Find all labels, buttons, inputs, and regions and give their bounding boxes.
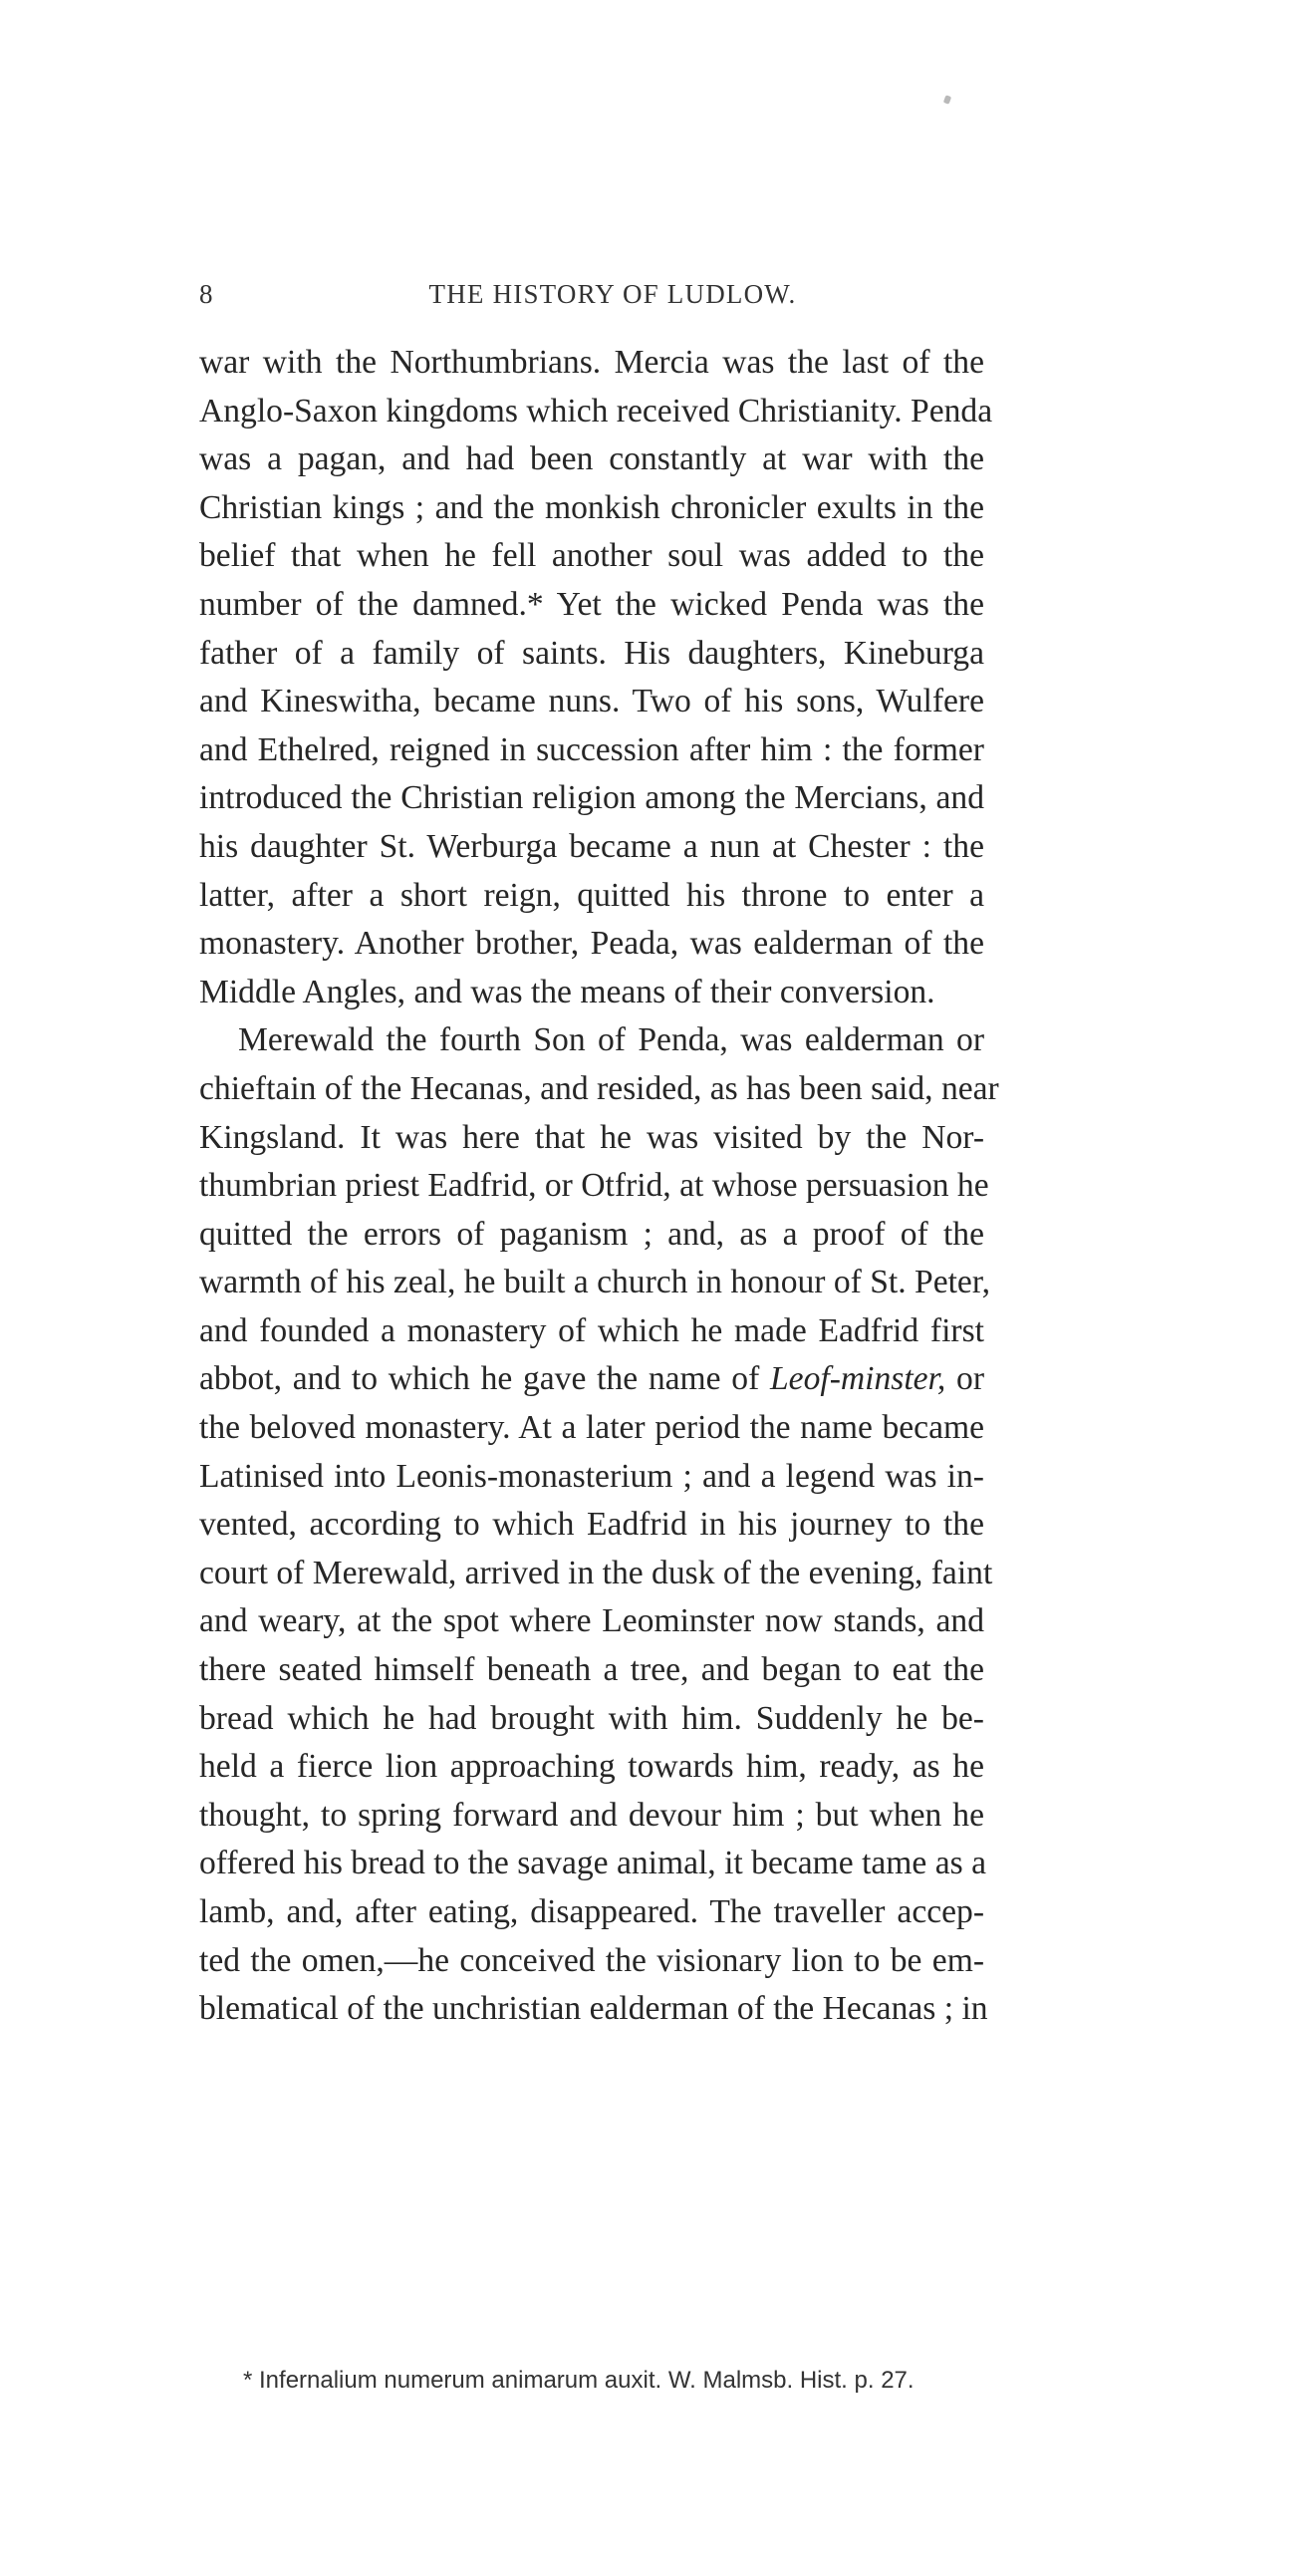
text-line: Latinised into Leonis-monasterium ; and a legend was in-: [199, 1457, 984, 1495]
text-line: was a pagan, and had been constantly at war with the: [199, 440, 984, 478]
text-line-segment: abbot, and to which he gave the name of: [199, 1360, 770, 1398]
text-line: Anglo-Saxon kingdoms which received Christianity. Penda: [199, 392, 993, 429]
text-line: belief that when he fell another soul was added to the: [199, 537, 984, 575]
text-line: offered his bread to the savage animal, it became tame as a: [199, 1845, 986, 1882]
text-line: thumbrian priest Eadfrid, or Otfrid, at whose persuasion he: [199, 1167, 989, 1205]
running-head: THE HISTORY OF LUDLOW.: [428, 279, 797, 309]
text-line: warmth of his zeal, he built a church in honour of St. Peter,: [199, 1264, 991, 1301]
body-text: [199, 339, 999, 2034]
text-line: lamb, and, after eating, disappeared. The traveller accep-: [199, 1893, 984, 1930]
page-header: [199, 279, 986, 315]
text-line: ted the omen,—he conceived the visionary lion to be em-: [199, 1941, 984, 1979]
text-line: introduced the Christian religion among the Mercians, and: [199, 779, 984, 817]
text-line: thought, to spring forward and devour him ; but when he: [199, 1796, 984, 1834]
text-line: and founded a monastery of which he made Eadfrid first: [199, 1311, 984, 1349]
text-line: blematical of the unchristian ealderman of the Hecanas ; in: [199, 1990, 988, 2028]
text-line: quitted the errors of paganism ; and, as a proof of the: [199, 1215, 984, 1253]
text-line: vented, according to which Eadfrid in his journey to the: [199, 1506, 984, 1544]
text-line: and Ethelred, reigned in succession after him : the former: [199, 730, 984, 768]
text-line: and weary, at the spot where Leominster now stands, and: [199, 1602, 984, 1640]
text-line: there seated himself beneath a tree, and began to eat the: [199, 1651, 984, 1689]
italic-term: Leof-minster,: [770, 1360, 946, 1398]
page-number: 8: [199, 279, 214, 309]
text-line: latter, after a short reign, quitted his throne to enter a: [199, 876, 984, 914]
text-line: held a fierce lion approaching towards him, ready, as he: [199, 1748, 984, 1786]
text-line: number of the damned.* Yet the wicked Penda was the: [199, 585, 984, 623]
text-line: Christian kings ; and the monkish chronicler exults in the: [199, 488, 984, 526]
text-line: and Kineswitha, became nuns. Two of his sons, Wulfere: [199, 683, 984, 720]
text-line: Merewald the fourth Son of Penda, was ealderman or: [238, 1021, 984, 1059]
text-line: Kingsland. It was here that he was visited by the Nor-: [199, 1118, 984, 1156]
text-line: bread which he had brought with him. Suddenly he be-: [199, 1699, 984, 1737]
text-line: his daughter St. Werburga became a nun at Chester : the: [199, 827, 984, 865]
text-line: court of Merewald, arrived in the dusk of the evening, faint: [199, 1554, 993, 1591]
text-line: Middle Angles, and was the means of their conversion.: [199, 973, 935, 1010]
text-line: chieftain of the Hecanas, and resided, as has been said, near: [199, 1069, 999, 1107]
text-line: monastery. Another brother, Peada, was ealderman of the: [199, 925, 984, 963]
text-line: [199, 1355, 984, 1404]
paper-speck: [943, 95, 951, 105]
text-line: father of a family of saints. His daughters, Kineburga: [199, 634, 984, 672]
text-line: the beloved monastery. At a later period the name became: [199, 1409, 984, 1447]
footnote: * Infernalium numerum animarum auxit. W. Malmsb. Hist. p. 27.: [243, 2367, 915, 2394]
text-line-segment: or: [945, 1360, 984, 1398]
text-line: war with the Northumbrians. Mercia was the last of the: [199, 344, 984, 381]
